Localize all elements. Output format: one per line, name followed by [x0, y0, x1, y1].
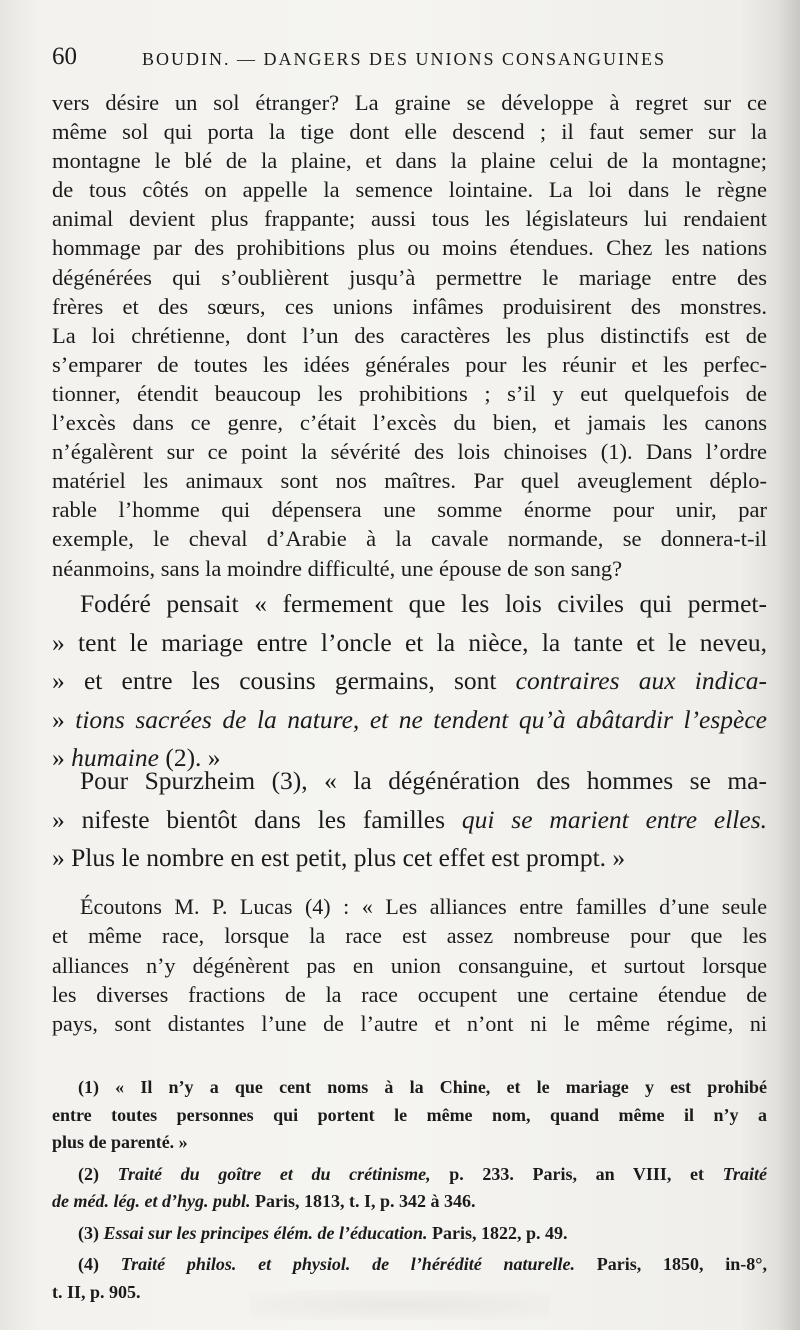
text-line: frères et des sœurs, ces unions infâmes produisirent des monstres. — [52, 293, 767, 319]
quote-line — [52, 662, 767, 701]
text-line: l’excès dans ce genre, c’était l’excès du bien, et jamais les canons — [52, 410, 767, 436]
text-line: néanmoins, sans la moindre difficulté, une épouse de son sang? — [52, 555, 623, 581]
spurzheim-quote — [52, 762, 767, 878]
quote-line — [52, 801, 767, 840]
quote-fragment: » et entre les cousins germains, sont — [52, 666, 516, 696]
page-header — [52, 40, 767, 80]
footnote-fragment-italic: Essai sur les principes élém. de l’éducation. — [103, 1222, 428, 1243]
main-paragraph — [52, 88, 767, 583]
text-line: rable l’homme qui dépensera une somme énorme pour unir, par — [52, 497, 767, 523]
text-line: Écoutons M. P. Lucas (4) : « Les alliances entre familles d’une seule — [80, 894, 767, 919]
quote-fragment: (2). » — [158, 743, 221, 773]
footnote-fragment: (2) — [78, 1163, 118, 1184]
quote-line: Pour Spurzheim (3), « la dégénération des hommes se ma- — [80, 766, 767, 795]
page-edge-shadow — [778, 0, 800, 1330]
text-line: alliances n’y dégénèrent pas en union consanguine, et surtout lorsque — [52, 952, 767, 978]
footnote-fragment-italic: Traité du goître et du crétinisme, — [117, 1163, 431, 1184]
text-line: tionner, étendit beaucoup les prohibitions ; s’il y eut quelquefois de — [52, 380, 767, 406]
text-line: hommage par des prohibitions plus ou moins étendues. Chez les nations — [52, 235, 767, 261]
footnote-fragment-italic: de méd. lég. et d’hyg. publ. — [52, 1191, 251, 1211]
text-line: La loi chrétienne, dont l’un des caractères les plus distinctifs est de — [52, 322, 767, 348]
quote-line: Fodéré pensait « fermement que les lois civiles qui permet- — [80, 589, 767, 618]
footnote-line — [52, 1161, 767, 1189]
footnote-fragment: Paris, 1813, t. I, p. 342 à 346. — [250, 1191, 476, 1211]
quote-fragment: » nifeste bientôt dans les familles — [52, 804, 462, 834]
running-head: BOUDIN. — DANGERS DES UNIONS CONSANGUINES — [142, 49, 667, 69]
footnotes — [52, 1074, 767, 1310]
footnote-line: entre toutes personnes qui portent le même nom, quand même il n’y a — [52, 1104, 767, 1125]
quote-fragment-italic: tions sacrées de la nature, et ne tendent qu’à abâtardir l’espèce — [75, 704, 767, 734]
text-line: même sol qui porta la tige dont elle descend ; il faut semer sur la — [52, 119, 767, 145]
quote-line: » Plus le nombre en est petit, plus cet effet est prompt. » — [52, 843, 626, 873]
quote-line: » tent le mariage entre l’oncle et la nièce, la tante et le neveu, — [52, 627, 767, 657]
text-line: les diverses fractions de la race occupent une certaine étendue de — [52, 981, 767, 1007]
footnote-3 — [52, 1220, 767, 1248]
text-line: dégénérées qui s’oublièrent jusqu’à permettre le mariage entre des — [52, 264, 767, 290]
footnote-fragment: Paris, 1850, in-8°, — [575, 1254, 767, 1274]
footnote-line: (1) « Il n’y a que cent noms à la Chine, et le mariage y est prohibé — [78, 1077, 767, 1097]
paper-smudge — [250, 1290, 550, 1320]
text-line: montagne le blé de la plaine, et dans la plaine celui de la montagne; — [52, 148, 767, 174]
footnote-fragment-italic: Traité — [722, 1163, 767, 1184]
footnote-fragment: (3) — [78, 1222, 104, 1243]
text-line: animal devient plus frappante; aussi tous les législateurs lui rendaient — [52, 206, 767, 232]
quote-fragment: » — [52, 704, 76, 734]
text-line: de tous côtés on appelle la semence lointaine. La loi dans le règne — [52, 177, 767, 203]
footnote-fragment: (4) — [78, 1254, 121, 1274]
footnote-line: plus de parenté. » — [52, 1132, 188, 1152]
text-line: n’égalèrent sur ce point la sévérité des lois chinoises (1). Dans l’ordre — [52, 439, 767, 465]
text-line: exemple, le cheval d’Arabie à la cavale normande, se donnera-t-il — [52, 526, 767, 552]
quote-fragment-italic: qui se marient entre elles. — [461, 804, 767, 834]
footnote-2 — [52, 1161, 767, 1216]
footnote-fragment: Paris, 1822, p. 49. — [427, 1222, 568, 1243]
text-line: s’emparer de toutes les idées générales pour les réunir et les perfec- — [52, 351, 767, 377]
footnote-1 — [52, 1074, 767, 1157]
footnote-fragment-italic: Traité philos. et physiol. de l’hérédité naturelle. — [120, 1254, 576, 1274]
footnote-line: t. II, p. 905. — [52, 1281, 141, 1302]
fodere-quote — [52, 585, 767, 778]
footnote-line — [52, 1220, 767, 1248]
quote-fragment-italic: humaine — [71, 743, 159, 773]
page-number: 60 — [52, 43, 77, 70]
text-line: pays, sont distantes l’une de l’autre et n’ont ni le même régime, ni — [52, 1011, 767, 1037]
footnote-fragment: p. 233. Paris, an VIII, et — [430, 1163, 723, 1184]
lucas-paragraph — [52, 892, 767, 1038]
text-line: et même race, lorsque la race est assez nombreuse pour que les — [52, 923, 767, 949]
footnote-line — [52, 1251, 767, 1279]
text-line: vers désire un sol étranger? La graine se développe à regret sur ce — [52, 90, 767, 115]
quote-line — [52, 701, 767, 740]
quote-fragment: » — [52, 743, 72, 773]
text-line: matériel les animaux sont nos maîtres. Par quel aveuglement déplo- — [52, 468, 767, 494]
quote-fragment-italic: contraires aux indica- — [515, 666, 767, 696]
footnote-line — [52, 1188, 767, 1216]
